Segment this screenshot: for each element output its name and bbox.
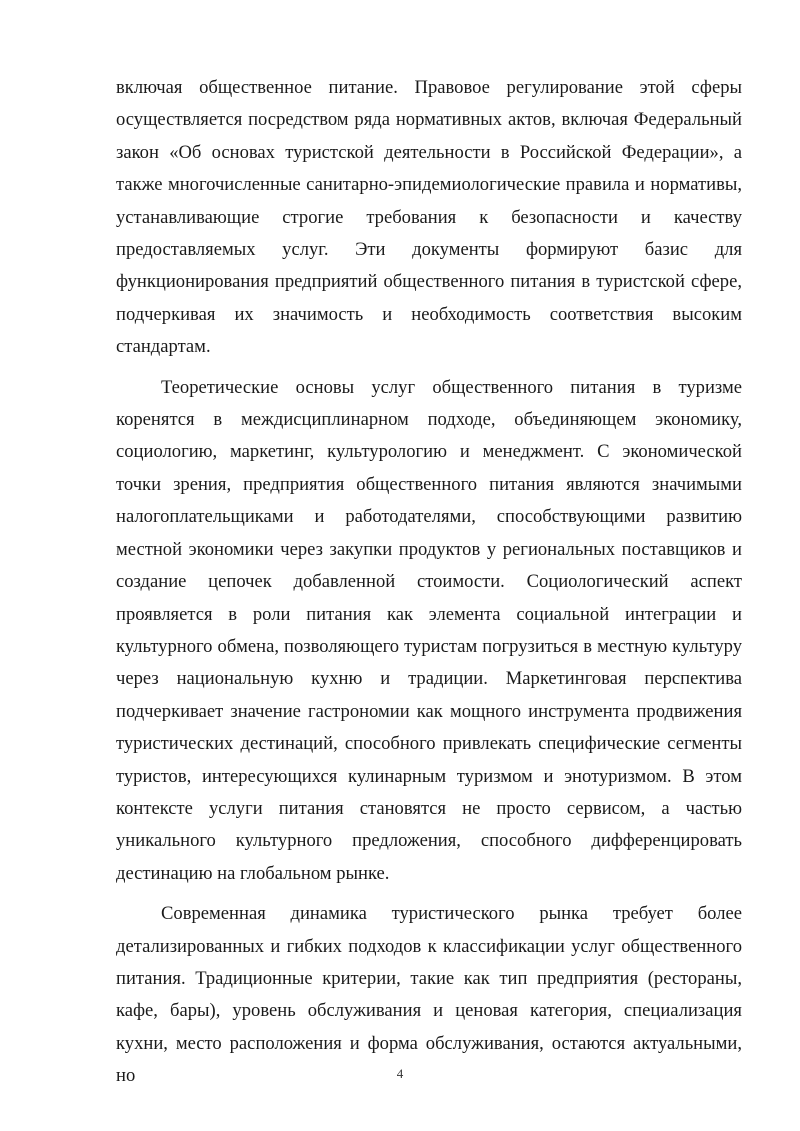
paragraph-theoretical-foundations: Теоретические основы услуг общественного питания в туризме коренятся в междисциплинарном подходе, объединяющем экономику, социологию, маркетинг, культурологию и менеджмент. С экономической точки зрения, предприятия общественного питания являются значимыми налогоплательщиками и работодателями, способствующими развитию местной экономики через закупки продуктов у региональных поставщиков и создание цепочек добавленной стоимости. Социологический аспект проявляется в роли питания как элемента социальной интеграции и культурного обмена, позволяющего туристам погрузиться в местную культуру через национальную кухню и традиции. Маркетинговая перспектива подчеркивает значение гастрономии как мощного инструмента продвижения туристических дестинаций, способного привлекать специфические сегменты туристов, интересующихся кулинарным туризмом и энотуризмом. В этом контексте услуги питания становятся не просто сервисом, а частью уникального культурного предложения, способного дифференцировать дестинацию на глобальном рынке.: [116, 376, 742, 884]
paragraph-continued: включая общественное питание. Правовое регулирование этой сферы осуществляется посредством ряда нормативных актов, включая Федеральный закон «Об основах туристской деятельности в Российской Федерации», а также многочисленные санитарно-эпидемиологические правила и нормативы, устанавливающие строгие требования к безопасности и качеству предоставляемых услуг. Эти документы формируют базис для функционирования предприятий общественного питания в туристской сфере, подчеркивая их значимость и необходимость соответствия высоким стандартам.: [116, 77, 742, 358]
page-number: 4: [396, 1066, 404, 1081]
body-text: [116, 72, 742, 1093]
paragraph-market-dynamics: Современная динамика туристического рынка требует более детализированных и гибких подходов к классификации услуг общественного питания. Традиционные критерии, такие как тип предприятия (рестораны, кафе, бары), уровень обслуживания и ценовая категория, специализация кухни, место расположения и форма обслуживания, остаются актуальными, но: [116, 903, 742, 1087]
